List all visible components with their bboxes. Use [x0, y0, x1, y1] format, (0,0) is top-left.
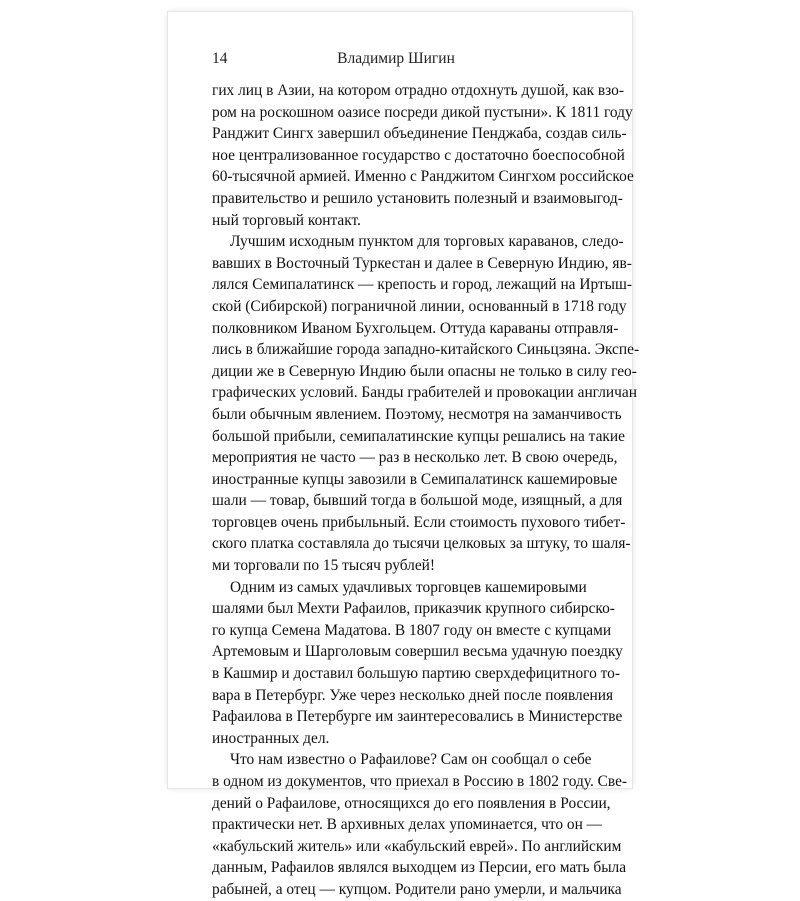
running-head-author: Владимир Шигин: [337, 50, 455, 67]
text-line: вавших в Восточный Туркестан и далее в Северную Индию, яв-: [212, 254, 632, 272]
text-line: Лучшим исходным пунктом для торговых караванов, следо-: [230, 233, 624, 251]
text-line: 60-тысячной армией. Именно с Ранджитом Сингхом российское: [212, 168, 634, 186]
text-line: Что нам известно о Рафаилове? Сам он сообщал о себе: [230, 751, 592, 769]
text-line: иностранные купцы завозили в Семипалатинск кашемировые: [212, 470, 618, 488]
text-line: шалями был Мехти Рафаилов, приказчик крупного сибирско-: [212, 600, 615, 618]
paragraph-3: [212, 577, 623, 750]
text-line: рабыней, а отец — купцом. Родители рано умерли, и мальчика: [212, 880, 622, 898]
text-line: вара в Петербург. Уже через несколько дней после появления: [212, 686, 614, 704]
text-line: ского платка составляла до тысячи целковых за штуку, то шаля-: [212, 535, 631, 553]
page-number: 14: [212, 50, 228, 67]
paragraph-1: [212, 80, 634, 231]
text-line: «кабульский житель» или «кабульский еврей». По английским: [212, 837, 622, 855]
text-line: торговцев очень прибыльный. Если стоимость пухового тибет-: [212, 513, 626, 531]
text-line: ное централизованное государство с достаточно боеспособной: [212, 146, 625, 164]
text-line: большой прибыли, семипалатинские купцы решались на такие: [212, 427, 625, 445]
page-header: [212, 50, 580, 72]
text-line: данным, Рафаилов являлся выходцем из Персии, его мать была: [212, 859, 627, 877]
text-line: были обычным явлением. Поэтому, несмотря на заманчивость: [212, 405, 622, 423]
paragraph-2: [212, 231, 640, 577]
text-line: диции же в Северную Индию были опасны не только в силу гео-: [212, 362, 637, 380]
text-line: Ранджит Сингх завершил объединение Пенджаба, создав силь-: [212, 125, 627, 143]
body-text: [212, 80, 640, 901]
text-line: гих лиц в Азии, на котором отрадно отдохнуть душой, как взо-: [212, 82, 624, 99]
text-line: ный торговый контакт.: [212, 211, 361, 229]
text-line: лись в ближайшие города западно-китайского Синьцзяна. Экспе-: [212, 341, 640, 359]
text-line: шали — товар, бывший тогда в большой моде, изящный, а для: [212, 492, 623, 510]
book-page: [168, 12, 640, 898]
text-line: Артемовым и Шарголовым совершил весьма удачную поездку: [212, 643, 623, 661]
paragraph-4: [212, 749, 628, 900]
text-line: в Кашмир и доставил большую партию сверхдефицитного то-: [212, 665, 620, 683]
text-line: иностранных дел.: [212, 729, 330, 747]
text-line: лялся Семипалатинск — крепость и город, лежащий на Иртыш-: [212, 276, 633, 294]
text-line: ром на роскошном оазисе посреди дикой пустыни». К 1811 году: [212, 103, 633, 121]
text-line: дений о Рафаилове, относящихся до его появления в России,: [212, 794, 611, 812]
text-line: полковником Иваном Бухгольцем. Оттуда караваны отправля-: [212, 319, 619, 337]
text-line: мероприятия не часто — раз в несколько лет. В свою очередь,: [212, 449, 618, 467]
text-line: ми торговали по 15 тысяч рублей!: [212, 557, 436, 575]
text-line: го купца Семена Мадатова. В 1807 году он вместе с купцами: [212, 621, 612, 639]
text-line: Одним из самых удачливых торговцев кашемировыми: [230, 578, 587, 596]
text-line: графических условий. Банды грабителей и провокации англичан: [212, 384, 637, 402]
text-line: Рафаилова в Петербурге им заинтересовались в Министерстве: [212, 708, 623, 726]
text-line: в одном из документов, что приехал в Россию в 1802 году. Све-: [212, 773, 628, 790]
text-line: ской (Сибирской) пограничной линии, основанный в 1718 году: [212, 297, 627, 315]
text-line: практически нет. В архивных делах упоминается, что он —: [212, 816, 603, 834]
text-line: правительство и решило установить полезный и взаимовыгод-: [212, 189, 623, 207]
